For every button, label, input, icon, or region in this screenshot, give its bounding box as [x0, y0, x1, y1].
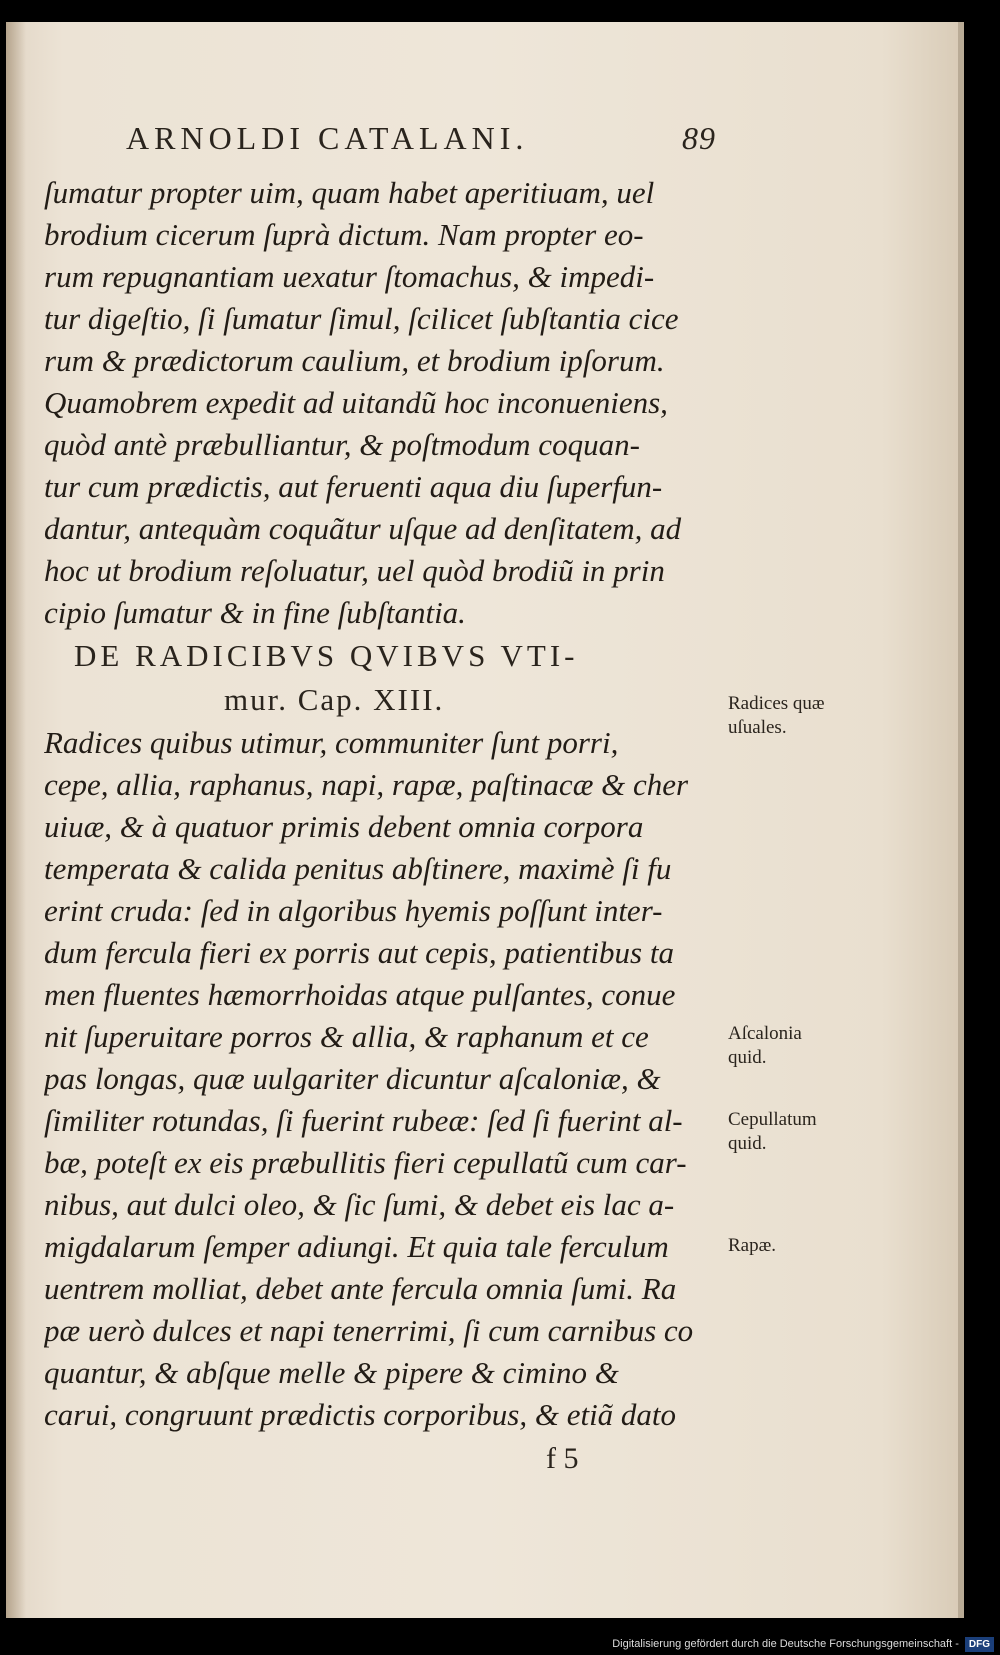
margin-note-ascalonia — [728, 1022, 802, 1070]
margin-note-line: uſuales. — [728, 717, 787, 738]
page-body — [44, 172, 724, 1436]
text-line: men fluentes hæmorrhoidas atque pulſantes, conue — [44, 977, 676, 1012]
chapter-heading-line2: mur. Cap. XIII. — [224, 682, 445, 717]
text-line: quòd antè præbulliantur, & poſtmodum coquan- — [44, 427, 640, 462]
text-line: dantur, antequàm coquãtur uſque ad denſitatem, ad — [44, 511, 682, 546]
text-line: cepe, allia, raphanus, napi, rapæ, paſtinacæ & cher — [44, 767, 689, 802]
page-number: 89 — [682, 120, 716, 156]
header-title: ARNOLDI CATALANI. — [126, 120, 529, 156]
margin-note-line: Rapæ. — [728, 1235, 777, 1256]
dfg-logo: DFG — [965, 1637, 994, 1652]
digitization-credit-bar — [0, 1634, 1000, 1655]
text-line: temperata & calida penitus abſtinere, maximè ſi fu — [44, 851, 672, 886]
text-line: pæ uerò dulces et napi tenerrimi, ſi cum carnibus co — [44, 1313, 694, 1348]
text-line: ſimiliter rotundas, ſi fuerint rubeæ: ſed ſi fuerint al- — [44, 1103, 683, 1138]
text-line: hoc ut brodium reſoluatur, uel quòd brodiũ in prin — [44, 553, 665, 588]
running-header — [126, 120, 716, 170]
margin-note-cepullatum — [728, 1108, 817, 1156]
text-line: bæ, poteſt ex eis præbullitis fieri cepullatũ cum car- — [44, 1145, 687, 1180]
text-line: Quamobrem expedit ad uitandũ hoc inconueniens, — [44, 385, 668, 420]
text-line: migdalarum ſemper adiungi. Et quia tale ferculum — [44, 1229, 669, 1264]
text-line: ſumatur propter uim, quam habet aperitiuam, uel — [44, 175, 655, 210]
text-line: nit ſuperuitare porros & allia, & raphanum et ce — [44, 1019, 649, 1054]
margin-note-rapae — [728, 1234, 776, 1258]
page-gutter-shadow — [6, 22, 26, 1618]
text-line: Radices quibus utimur, communiter ſunt porri, — [44, 725, 619, 760]
text-line: carui, congruunt prædictis corporibus, & etiã dato — [44, 1397, 677, 1432]
margin-note-line: quid. — [728, 1047, 767, 1068]
chapter-heading-line1: DE RADICIBVS QVIBVS VTI- — [74, 638, 579, 673]
text-line: erint cruda: ſed in algoribus hyemis poſſunt inter- — [44, 893, 663, 928]
text-line: tur cum prædictis, aut feruenti aqua diu ſuperfun- — [44, 469, 663, 504]
text-line: tur digeſtio, ſi ſumatur ſimul, ſcilicet ſubſtantia cice — [44, 301, 679, 336]
text-line: rum repugnantiam uexatur ſtomachus, & impedi- — [44, 259, 655, 294]
margin-note-line: quid. — [728, 1133, 767, 1154]
book-page — [6, 22, 964, 1618]
text-line: nibus, aut dulci oleo, & ſic ſumi, & debet eis lac a- — [44, 1187, 675, 1222]
signature-mark: f 5 — [546, 1442, 579, 1475]
digitization-credit-text: Digitalisierung gefördert durch die Deutsche Forschungsgemeinschaft - — [612, 1638, 959, 1650]
text-line: pas longas, quæ uulgariter dicuntur aſcaloniæ, & — [44, 1061, 661, 1096]
text-line: quantur, & abſque melle & pipere & cimino & — [44, 1355, 619, 1390]
margin-note-radices — [728, 692, 825, 740]
margin-note-line: Radices quæ — [728, 693, 825, 714]
margin-note-line: Cepullatum — [728, 1109, 817, 1130]
text-line: uiuæ, & à quatuor primis debent omnia corpora — [44, 809, 644, 844]
margin-note-line: Aſcalonia — [728, 1023, 802, 1044]
text-line: dum fercula fieri ex porris aut cepis, patientibus ta — [44, 935, 674, 970]
text-line: cipio ſumatur & in fine ſubſtantia. — [44, 595, 466, 630]
text-line: brodium cicerum ſuprà dictum. Nam propter eo- — [44, 217, 644, 252]
text-line: uentrem molliat, debet ante fercula omnia ſumi. Ra — [44, 1271, 677, 1306]
text-line: rum & prædictorum caulium, et brodium ipſorum. — [44, 343, 665, 378]
